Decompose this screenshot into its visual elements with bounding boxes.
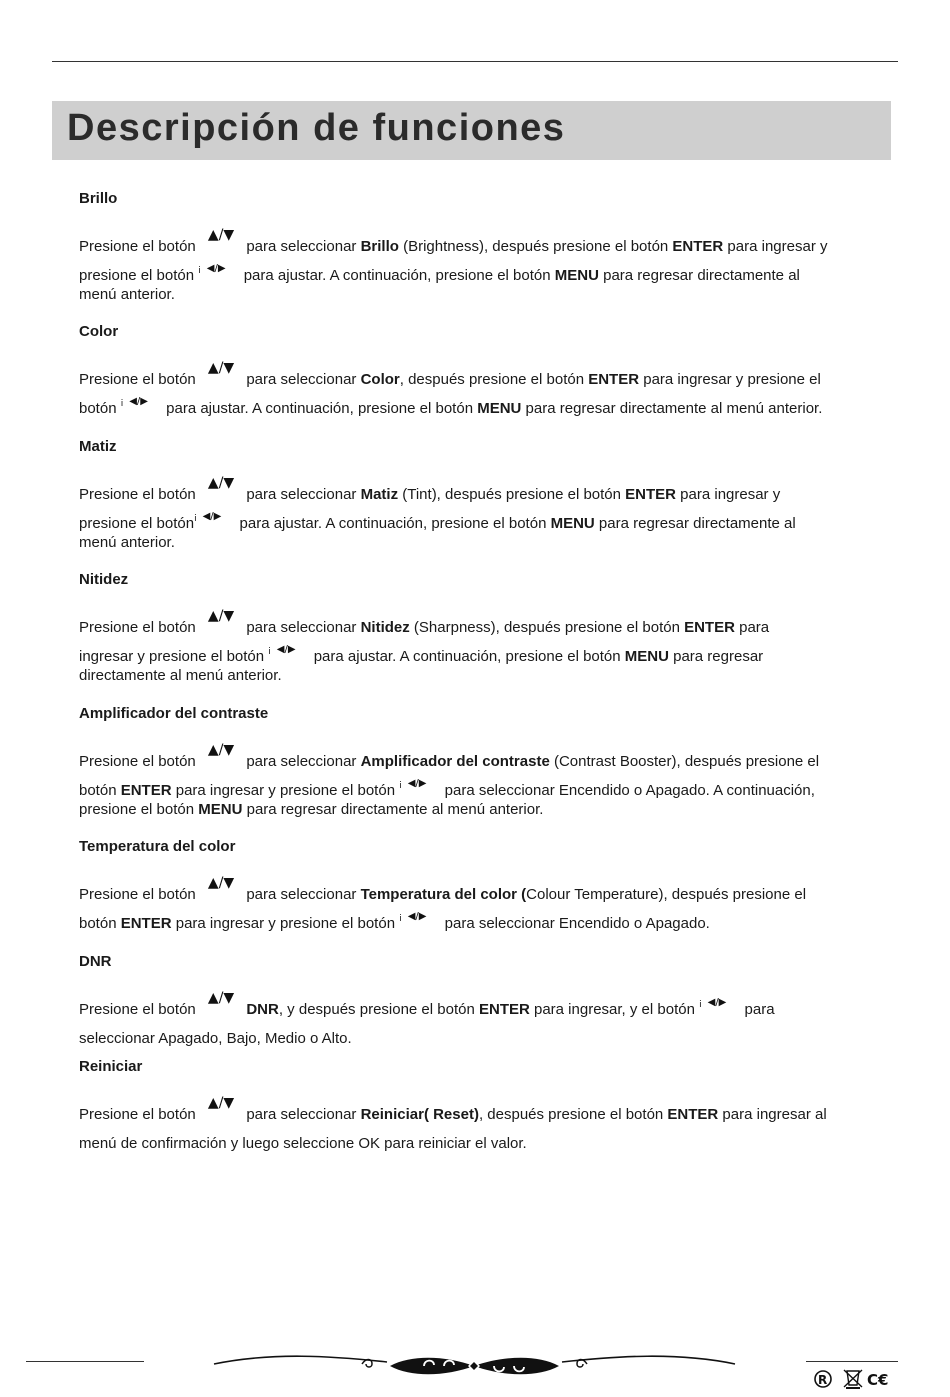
body-text: Presione el botón	[79, 619, 200, 636]
body-text: botón	[79, 782, 121, 799]
section-paragraph	[79, 742, 894, 819]
body-text: para seleccionar	[242, 619, 361, 636]
body-text: para ingresar y presione el	[639, 371, 821, 388]
section-heading: Amplificador del contraste	[79, 705, 269, 722]
bold-term: ENTER	[478, 1001, 530, 1018]
body-text: directamente al menú anterior.	[79, 667, 282, 684]
body-text: presione el botón	[79, 267, 199, 284]
body-text: para seleccionar	[242, 486, 361, 503]
bold-term: Matiz	[360, 486, 399, 503]
left-right-arrow-icon: ◀/▶	[276, 644, 296, 655]
body-text: , después presione el botón	[399, 371, 589, 388]
body-text: para regresar directamente al	[594, 515, 796, 532]
tick-mark-icon: ⅰ	[399, 914, 402, 924]
body-text: Colour Temperature), después presione el	[526, 886, 807, 903]
bold-term: Temperatura del color (	[360, 886, 527, 903]
text-line	[79, 511, 894, 533]
body-text: menú de confirmación y luego seleccione OK para reiniciar el valor.	[79, 1135, 527, 1152]
svg-text:R: R	[818, 1373, 828, 1387]
tick-mark-icon: ⅰ	[268, 647, 271, 657]
left-right-arrow-icon: ◀/▶	[407, 911, 427, 922]
section	[79, 705, 894, 818]
section	[79, 323, 894, 417]
up-down-arrow-icon: ▲/▼	[207, 875, 235, 891]
text-line	[79, 644, 894, 666]
certification-marks-icon	[813, 1366, 893, 1390]
section-paragraph	[79, 360, 894, 418]
body-text: para seleccionar Encendido o Apagado. A continuación,	[440, 782, 815, 799]
body-text: Presione el botón	[79, 371, 200, 388]
bold-term: MENU	[550, 515, 595, 532]
text-line	[79, 285, 894, 304]
body-text: para ingresar y	[723, 238, 828, 255]
bold-term: DNR	[246, 1001, 279, 1018]
body-text: para ingresar, y el botón	[529, 1001, 700, 1018]
section-paragraph	[79, 1095, 894, 1153]
up-down-arrow-icon: ▲/▼	[207, 742, 235, 758]
tick-mark-icon: ⅰ	[194, 514, 197, 524]
svg-text:C€: C€	[867, 1371, 889, 1389]
text-line	[79, 875, 894, 904]
bold-term: ENTER	[120, 782, 172, 799]
section-heading: Brillo	[79, 190, 118, 207]
section-heading: Temperatura del color	[79, 838, 236, 855]
text-line	[79, 778, 894, 800]
body-text: Presione el botón	[79, 1106, 200, 1123]
bold-term: MENU	[198, 801, 243, 818]
page-title: Descripción de funciones	[67, 107, 566, 149]
body-text: para ingresar al	[718, 1106, 827, 1123]
section	[79, 571, 894, 684]
body-text: Presione el botón	[79, 486, 200, 503]
text-line	[79, 1095, 894, 1124]
body-text: Presione el botón	[79, 238, 200, 255]
body-text: para seleccionar	[242, 371, 361, 388]
text-line	[79, 742, 894, 771]
text-line	[79, 666, 894, 685]
bold-term: Color	[360, 371, 400, 388]
bold-term: Nitidez	[360, 619, 410, 636]
section-paragraph	[79, 608, 894, 685]
tick-mark-icon: ⅰ	[699, 1000, 702, 1010]
section-paragraph	[79, 990, 894, 1048]
body-text: botón	[79, 915, 121, 932]
body-text: (Brightness), después presione el botón	[398, 238, 673, 255]
bold-term: Amplificador del contraste	[360, 753, 550, 770]
body-text: para regresar directamente al menú anterior.	[521, 400, 823, 417]
body-text: Presione el botón	[79, 886, 200, 903]
text-line	[79, 608, 894, 637]
text-line	[79, 360, 894, 389]
body-text: (Tint), después presione el botón	[398, 486, 626, 503]
body-text: para	[734, 619, 770, 636]
body-text: para ingresar y presione el botón	[171, 915, 400, 932]
bold-term: ENTER	[120, 915, 172, 932]
body-text: (Contrast Booster), después presione el	[549, 753, 820, 770]
body-text: botón	[79, 400, 121, 417]
body-text: para	[740, 1001, 775, 1018]
footer-ornament-icon	[212, 1346, 737, 1386]
text-line	[79, 396, 894, 418]
text-line	[79, 990, 894, 1019]
body-text: para seleccionar	[242, 1106, 361, 1123]
bold-term: MENU	[477, 400, 522, 417]
body-text: para regresar directamente al menú anterior.	[242, 801, 544, 818]
section	[79, 953, 894, 1047]
body-text: , y después presione el botón	[278, 1001, 479, 1018]
up-down-arrow-icon: ▲/▼	[207, 227, 235, 243]
section	[79, 838, 894, 932]
left-right-arrow-icon: ◀/▶	[707, 997, 727, 1008]
bold-term: MENU	[554, 267, 599, 284]
body-text: (Sharpness), después presione el botón	[409, 619, 685, 636]
section-heading: Matiz	[79, 438, 117, 455]
body-text: Presione el botón	[79, 1001, 200, 1018]
body-text: para ajustar. A continuación, presione el botón	[235, 515, 551, 532]
bottom-right-rule	[806, 1361, 898, 1362]
bold-term: Brillo	[360, 238, 399, 255]
text-line	[79, 800, 894, 819]
text-line	[79, 475, 894, 504]
bold-term: Reiniciar( Reset)	[360, 1106, 479, 1123]
body-text: para ingresar y presione el botón	[171, 782, 400, 799]
title-bar	[52, 101, 891, 160]
tick-mark-icon: ⅰ	[399, 781, 402, 791]
body-text: para seleccionar Encendido o Apagado.	[440, 915, 710, 932]
text-line	[79, 263, 894, 285]
text-line	[79, 533, 894, 552]
up-down-arrow-icon: ▲/▼	[207, 360, 235, 376]
section-paragraph	[79, 475, 894, 552]
tick-mark-icon: ⅰ	[120, 399, 124, 409]
section	[79, 190, 894, 303]
body-text: menú anterior.	[79, 534, 175, 551]
bold-term: ENTER	[625, 486, 676, 503]
section-heading: Color	[79, 323, 119, 340]
up-down-arrow-icon: ▲/▼	[207, 475, 235, 491]
bold-term: MENU	[624, 648, 669, 665]
body-text: , después presione el botón	[478, 1106, 668, 1123]
body-text: seleccionar Apagado, Bajo, Medio o Alto.	[79, 1030, 352, 1047]
body-text: presione el botón	[79, 515, 195, 532]
bold-term: ENTER	[667, 1106, 719, 1123]
section	[79, 1058, 894, 1152]
body-text: para regresar directamente al	[598, 267, 800, 284]
text-line	[79, 911, 894, 933]
section	[79, 438, 894, 551]
up-down-arrow-icon: ▲/▼	[207, 990, 235, 1006]
body-text: para ingresar y	[676, 486, 781, 503]
body-text: para seleccionar	[242, 753, 361, 770]
up-down-arrow-icon: ▲/▼	[207, 1095, 235, 1111]
section-paragraph	[79, 227, 894, 304]
body-text: Presione el botón	[79, 753, 200, 770]
bold-term: ENTER	[684, 619, 735, 636]
left-right-arrow-icon: ◀/▶	[407, 778, 427, 789]
body-text: para seleccionar	[242, 886, 361, 903]
body-text: para ajustar. A continuación, presione el botón	[239, 267, 555, 284]
text-line	[79, 227, 894, 256]
body-text: para ajustar. A continuación, presione el botón	[309, 648, 625, 665]
text-line	[79, 1029, 894, 1048]
body-text: ingresar y presione el botón	[79, 648, 269, 665]
text-line	[79, 1134, 894, 1153]
bottom-left-rule	[26, 1361, 144, 1362]
section-paragraph	[79, 875, 894, 933]
body-text: para seleccionar	[242, 238, 361, 255]
section-heading: Nitidez	[79, 571, 129, 588]
section-heading: Reiniciar	[79, 1058, 143, 1075]
body-text: para regresar	[668, 648, 764, 665]
bold-term: ENTER	[588, 371, 640, 388]
body-text: presione el botón	[79, 801, 199, 818]
bold-term: ENTER	[672, 238, 724, 255]
body-text: para ajustar. A continuación, presione el botón	[161, 400, 478, 417]
left-right-arrow-icon: ◀/▶	[202, 511, 222, 522]
body-text: menú anterior.	[79, 286, 175, 303]
top-rule	[52, 61, 898, 62]
tick-mark-icon: ⅰ	[198, 266, 201, 276]
section-heading: DNR	[79, 953, 112, 970]
left-right-arrow-icon: ◀/▶	[206, 263, 226, 274]
up-down-arrow-icon: ▲/▼	[207, 608, 235, 624]
left-right-arrow-icon: ◀/▶	[129, 396, 148, 407]
